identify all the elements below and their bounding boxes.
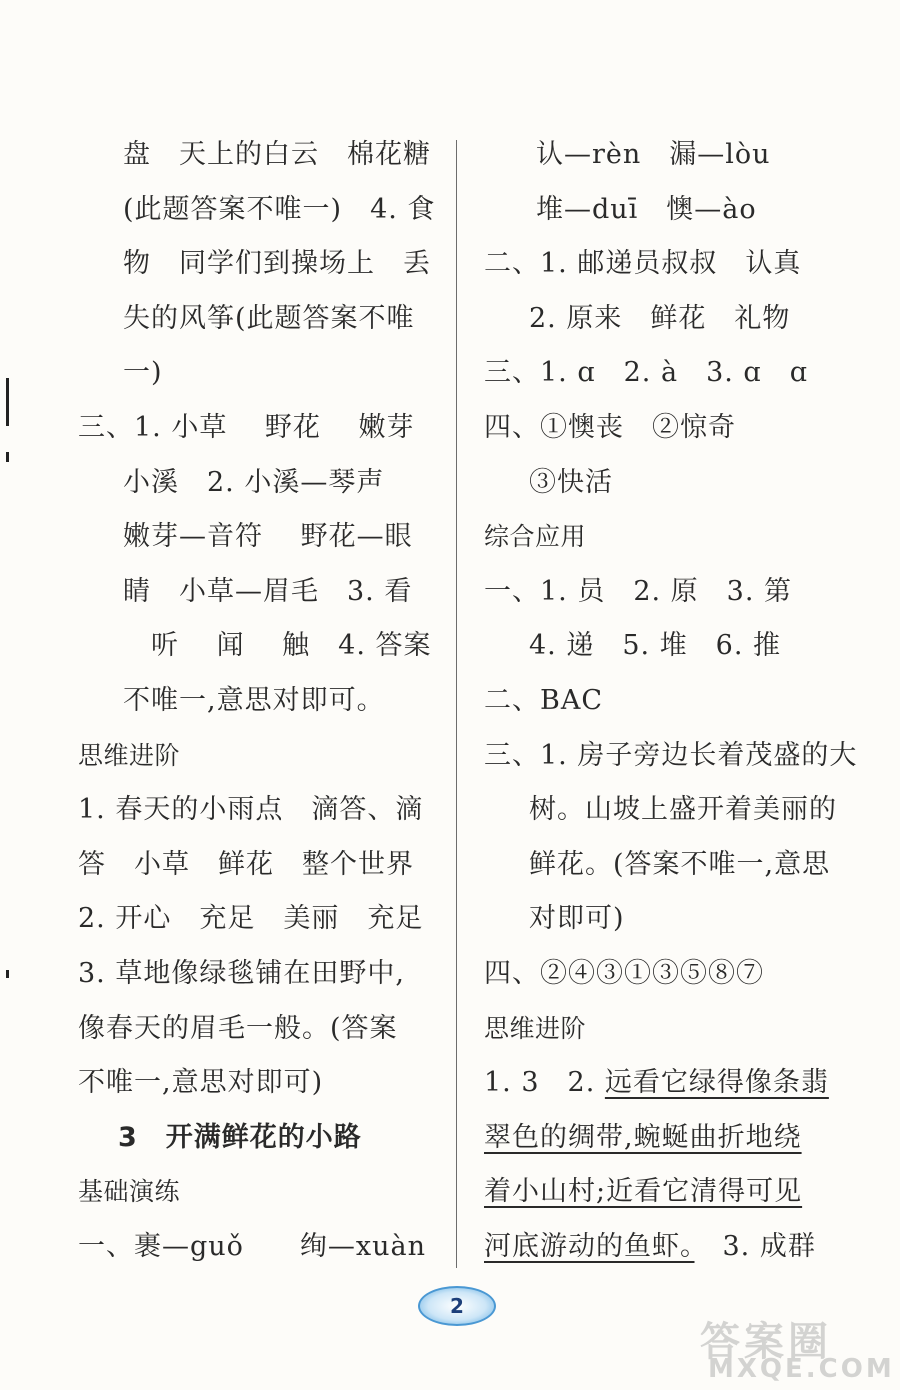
answer-line: 答 小草 鲜花 整个世界 xyxy=(78,848,414,880)
answer-text: 1. 3 2. xyxy=(484,1067,605,1099)
section-heading: 思维进阶 xyxy=(78,740,181,770)
binding-mark xyxy=(6,378,9,426)
underlined-text: 着小山村;近看它清得可见 xyxy=(484,1176,803,1208)
watermark-logo xyxy=(700,1310,895,1386)
binding-mark xyxy=(6,970,9,978)
answer-line: 听 闻 触 4. 答案 xyxy=(123,630,432,662)
answer-line: 不唯一,意思对即可。 xyxy=(123,684,385,716)
answer-line: (此题答案不唯一) 4. 食 xyxy=(123,193,436,225)
answer-line: 像春天的眉毛一般。(答案 xyxy=(78,1012,398,1044)
answer-line: 三、1. 房子旁边长着茂盛的大 xyxy=(484,739,858,771)
answer-line: 对即可) xyxy=(529,903,625,935)
underlined-text: 河底游动的鱼虾。 xyxy=(484,1230,695,1262)
answer-line: 3. 草地像绿毯铺在田野中, xyxy=(78,957,405,989)
answer-line: 二、1. 邮递员叔叔 认真 xyxy=(484,248,802,280)
page-number-badge xyxy=(418,1286,496,1326)
answer-line: 盘 天上的白云 棉花糖 xyxy=(123,139,431,170)
answer-line: 一) xyxy=(123,357,163,389)
left-column xyxy=(78,128,440,1274)
answer-line: 睛 小草—眉毛 3. 看 xyxy=(123,575,413,607)
answer-line: 1. 春天的小雨点 滴答、滴 xyxy=(78,794,424,826)
answer-line xyxy=(484,1220,844,1275)
answer-line: 4. 递 5. 堆 6. 推 xyxy=(529,630,782,662)
section-heading: 综合应用 xyxy=(484,522,587,552)
answer-line xyxy=(484,1056,844,1111)
answer-line: 一、1. 员 2. 原 3. 第 xyxy=(484,575,793,607)
section-heading: 思维进阶 xyxy=(484,1013,587,1043)
answer-line: 失的风筝(此题答案不唯 xyxy=(123,302,415,334)
answer-line: 一、裹—guǒ 绚—xuàn xyxy=(78,1230,427,1262)
answer-line: 嫩芽—音符 野花—眼 xyxy=(123,521,413,553)
answer-line: 2. 开心 充足 美丽 充足 xyxy=(78,903,424,935)
answer-line: 三、1. 小草 野花 嫩芽 xyxy=(78,411,415,443)
section-heading: 基础演练 xyxy=(78,1177,181,1207)
answer-line: 三、1. ɑ 2. à 3. ɑ ɑ xyxy=(484,357,808,389)
binding-mark xyxy=(6,452,9,462)
answer-line: 树。山坡上盛开着美丽的 xyxy=(529,794,837,826)
answer-line: 物 同学们到操场上 丢 xyxy=(123,248,431,280)
watermark-title: 答案圈 xyxy=(700,1319,832,1365)
answer-line: 四、①懊丧 ②惊奇 xyxy=(484,411,736,443)
answer-line: 不唯一,意思对即可) xyxy=(78,1067,324,1099)
column-divider xyxy=(456,140,457,1268)
watermark-url: MXQE.COM xyxy=(708,1354,895,1384)
answer-line: 四、②④③①③⑤⑧⑦ xyxy=(484,957,764,989)
answer-line: 2. 原来 鲜花 礼物 xyxy=(529,302,791,334)
underlined-text: 翠色的绸带,蜿蜒曲折地绕 xyxy=(484,1121,802,1153)
answer-line: 小溪 2. 小溪—琴声 xyxy=(123,466,385,498)
page-number: 2 xyxy=(450,1294,464,1318)
answer-text: 3. 成群 xyxy=(694,1230,816,1262)
answer-line xyxy=(484,1111,844,1166)
lesson-title: 3 开满鲜花的小路 xyxy=(118,1121,362,1153)
answer-line xyxy=(484,1165,844,1220)
underlined-text: 远看它绿得像条翡 xyxy=(604,1067,829,1099)
answer-line: 堆—duī 懊—ào xyxy=(536,193,757,225)
answer-line: 认—rèn 漏—lòu xyxy=(536,139,771,170)
right-column xyxy=(484,128,858,1274)
answer-line: 二、BAC xyxy=(484,684,603,716)
answer-line: ③快活 xyxy=(529,466,613,498)
answer-line: 鲜花。(答案不唯一,意思 xyxy=(529,848,831,880)
